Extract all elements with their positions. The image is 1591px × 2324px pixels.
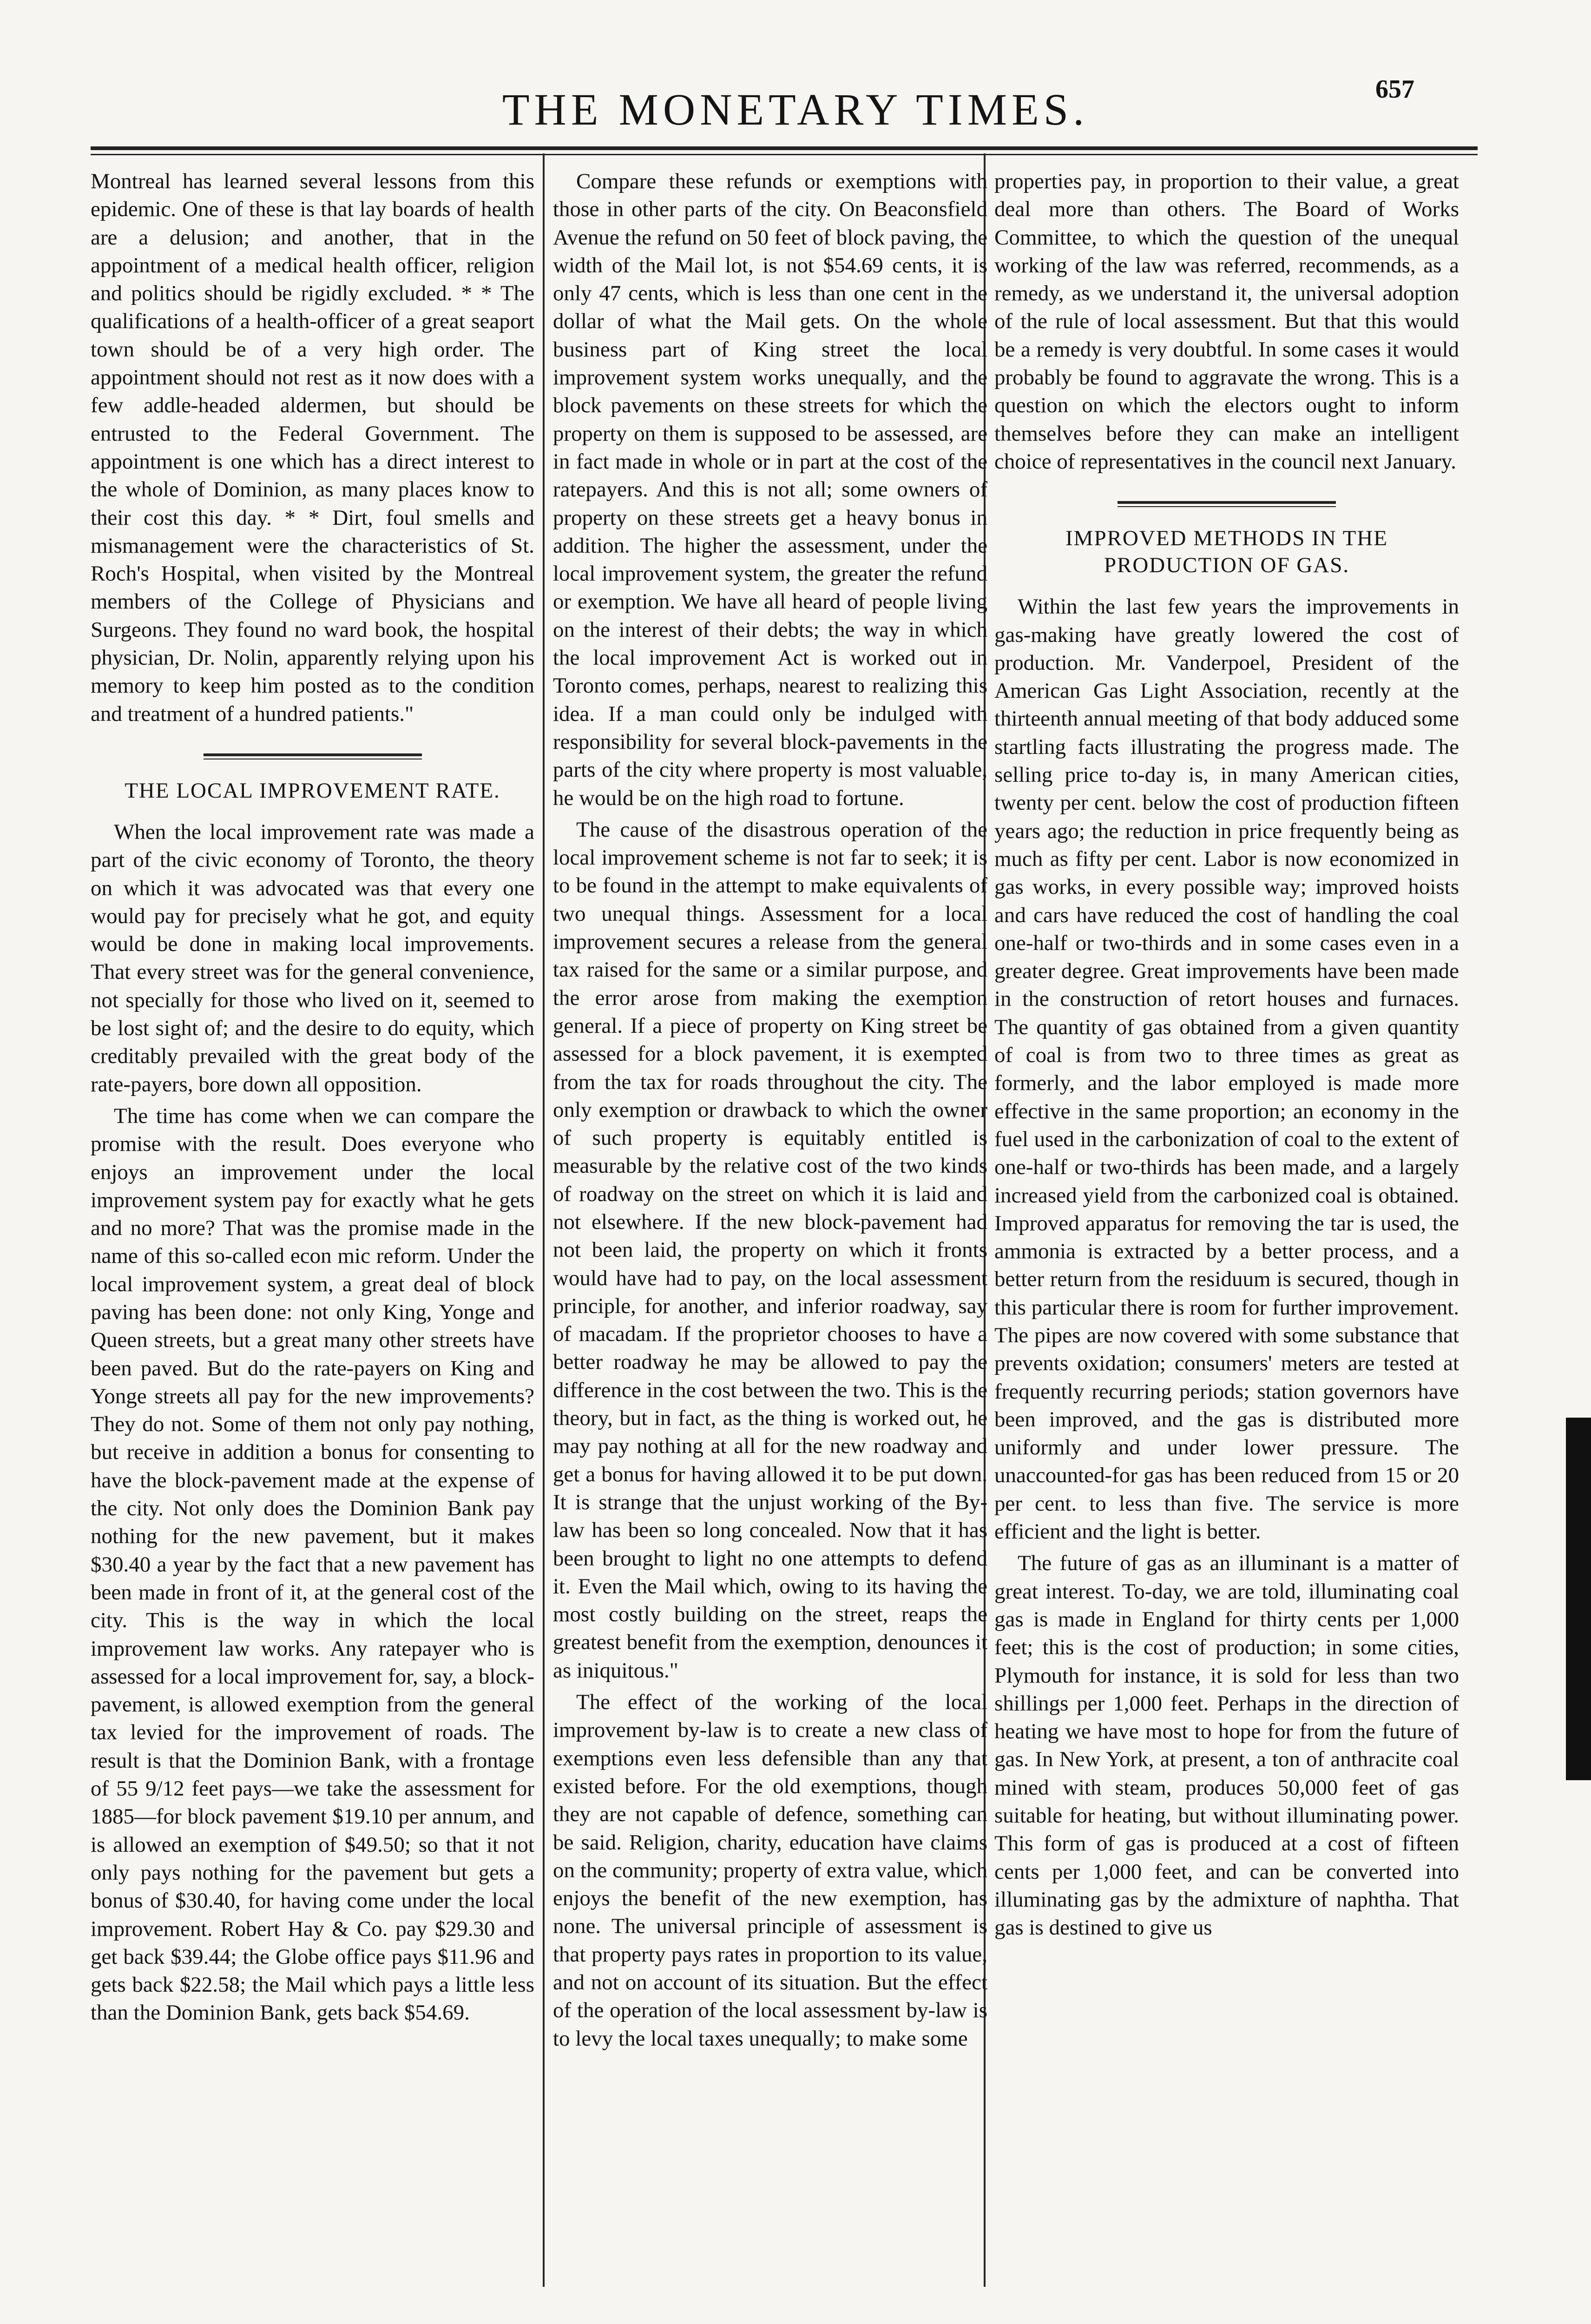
paragraph: The cause of the disastrous operation of the local improvement scheme is not far to seek; it is to be found in the attempt to make equivalents of two unequal things. Assessment for a local improvement secures a release from the general tax raised for the same or a similar purpose, and the error arose from making the exemption general. If a piece of property on King street be assessed for a block pavement, it is exempted from the tax for roads throughout the city. The only exemption or drawback to which the owner of such property is equitably entitled is measurable by the relative cost of the two kinds of roadway on the street on which it is laid and not elsewhere. If the new block-pavement had not been laid, the property on which it fronts would have had to pay, on the local assessment principle, for another, and inferior roadway, say of macadam. If the proprietor chooses to have a better roadway he may be allowed to pay the difference in the cost between the two. This is the theory, but in fact, as the thing is worked out, he may pay nothing at all for the new roadway and get a bonus for having allowed it to be put down. It is strange that the unjust working of the By-law has been so long concealed. Now that it has been brought to light no one attempts to defend it. Even the Mail which, owing to its having the most costly building on the street, reaps the greatest benefit from the exemption, denounces it as iniquitous.": [553, 817, 987, 1683]
page-number: 657: [1375, 75, 1414, 104]
paragraph: Montreal has learned several lessons from this epidemic. One of these is that lay boards of health are a delusion; and another, that in the appointment of a medical health officer, religion and politics should be rigidly excluded. * * The qualifications of a health-officer of a great seaport town should be of a very high order. The appointment should not rest as it now does with a few addle-headed aldermen, but should be entrusted to the Federal Government. The appointment is one which has a direct interest to the whole of Dominion, as many places know to their cost this day. * * Dirt, foul smells and mismanagement were the characteristics of St. Roch's Hospital, when visited by the Montreal members of the College of Physicians and Surgeons. They found no ward book, the hospital physician, Dr. Nolin, apparently relying upon his memory to keep him posted as to the condition and treatment of a hundred patients.": [91, 169, 534, 726]
paragraph: The time has come when we can compare the promise with the result. Does everyone who enjoys an improvement under the local improvement system pay for exactly what he gets and no more? That was the promise made in the name of this so-called econ mic reform. Under the local improvement system, a great deal of block paving has been done: not only King, Yonge and Queen streets, but a great many other streets have been paved. But do the rate-payers on King and Yonge streets all pay for the new improvements? They do not. Some of them not only pay nothing, but receive in addition a bonus for consenting to have the block-pavement made at the expense of the city. Not only does the Dominion Bank pay nothing for the new pavement, but it makes $30.40 a year by the fact that a new pavement has been made in front of it, at the general cost of the city. This is the way in which the local improvement law works. Any ratepayer who is assessed for a local improvement for, say, a block-pavement, is allowed exemption from the general tax levied for the improvement of roads. The result is that the Dominion Bank, with a frontage of 55 9/12 feet pays—we take the assessment for 1885—for block pavement $19.10 per annum, and is allowed an exemption of $49.50; so that it not only pays nothing for the pavement but gets a bonus of $30.40, for having come under the local improvement. Robert Hay & Co. pay $29.30 and get back $39.44; the Globe office pays $11.96 and gets back $22.58; the Mail which pays a little less than the Dominion Bank, gets back $54.69.: [91, 1103, 534, 2025]
article-heading: IMPROVED METHODS IN THE PRODUCTION OF GAS.: [1065, 526, 1388, 578]
column-2: [553, 167, 987, 2287]
paragraph: When the local improvement rate was made a part of the civic economy of Toronto, the theory on which it was advocated was that every one would pay for precisely what he got, and equity would be done in making local improvements. That every street was for the general convenience, not specially for those who lived on it, seemed to be lost sight of; and the desire to do equity, which creditably prevailed with the great body of the rate-payers, bore down all opposition.: [91, 819, 534, 1096]
masthead-rule: [91, 146, 1478, 155]
section-separator: [204, 753, 422, 759]
masthead-title: THE MONETARY TIMES.: [502, 85, 1089, 134]
paragraph: Within the last few years the improvements in gas-making have greatly lowered the cost of production. Mr. Vanderpoel, President of the American Gas Light Association, recently at the thirteenth annual meeting of that body adduced some startling facts illustrating the progress made. The selling price to-day is, in many American cities, twenty per cent. below the cost of production fifteen years ago; the reduction in price frequently being as much as fifty per cent. Labor is now economized in gas works, in every possible way; improved hoists and cars have reduced the cost of handling the coal one-half or two-thirds and in some cases even in a greater degree. Great improvements have been made in the construction of retort houses and furnaces. The quantity of gas obtained from a given quantity of coal is from two to three times as great as formerly, and the labor employed is made more effective in the same proportion; an economy in the fuel used in the carbonization of coal to the extent of one-half or two-thirds has been made, and a largely increased yield from the carbonized coal is obtained. Improved apparatus for removing the tar is used, the ammonia is extracted by a better process, and a better return from the residuum is secured, though in this particular there is room for further improvement. The pipes are now covered with some substance that prevents oxidation; consumers' meters are tested at frequently recurring periods; station governors have been improved, and the gas is distributed more uniformly and under lower pressure. The unaccounted-for gas has been reduced from 15 or 20 per cent. to less than five. The service is more efficient and the light is better.: [994, 594, 1459, 1544]
paragraph: properties pay, in proportion to their value, a great deal more than others. The Board of Works Committee, to which the question of the unequal working of the law was referred, recommends, as a remedy, as we understand it, the universal adoption of the rule of local assessment. But that this would be a remedy is very doubtful. In some cases it would probably be found to aggravate the wrong. This is a question on which the electors ought to inform themselves before they can make an intelligent choice of representatives in the council next January.: [994, 169, 1459, 474]
section-separator: [1118, 501, 1336, 507]
paragraph: Compare these refunds or exemptions with those in other parts of the city. On Beaconsfield Avenue the refund on 50 feet of block paving, the width of the Mail lot, is not $54.69 cents, it is only 47 cents, which is less than one cent in the dollar of what the Mail gets. On the whole business part of King street the local improvement system works unequally, and the block pavements on these streets for which the property on them is supposed to be assessed, are in fact made in whole or in part at the cost of the ratepayers. And this is not all; some owners of property on these streets get a heavy bonus in addition. The higher the assessment, under the local improvement system, the greater the refund or exemption. We have all heard of people living on the interest of their debts; the way in which the local improvement Act is worked out in Toronto comes, perhaps, nearest to realizing this idea. If a man could only be indulged with responsibility for several block-pavements in the parts of the city where property is most valuable, he would be on the high road to fortune.: [553, 169, 987, 810]
scan-edge-mark: [1566, 1418, 1591, 1780]
column-divider: [543, 153, 545, 2287]
column-1: [91, 167, 534, 2287]
paragraph: The effect of the working of the local improvement by-law is to create a new class of exemptions even less defensible than any that existed before. For the old exemptions, though they are not capable of defence, something can be said. Religion, charity, education have claims on the community; property of extra value, which enjoys the benefit of the new exemption, has none. The universal principle of assessment is that property pays rates in proportion to its value, and not on account of its situation. But the effect of the operation of the local assessment by-law is to levy the local taxes unequally; to make some: [553, 1690, 987, 2051]
paragraph: The future of gas as an illuminant is a matter of great interest. To-day, we are told, illuminating coal gas is made in England for thirty cents per 1,000 feet; this is the cost of production; in some cities, Plymouth for instance, it is sold for less than two shillings per 1,000 feet. Perhaps in the direction of heating we have most to hope for from the future of gas. In New York, at present, a ton of anthracite coal mined with steam, produces 50,000 feet of gas suitable for heating, but without illuminating power. This form of gas is produced at a cost of fifteen cents per 1,000 feet, and can be converted into illuminating gas by the admixture of naphtha. That gas is destined to give us: [994, 1551, 1459, 1940]
column-3: [994, 167, 1459, 2287]
article-heading: THE LOCAL IMPROVEMENT RATE.: [125, 778, 500, 803]
